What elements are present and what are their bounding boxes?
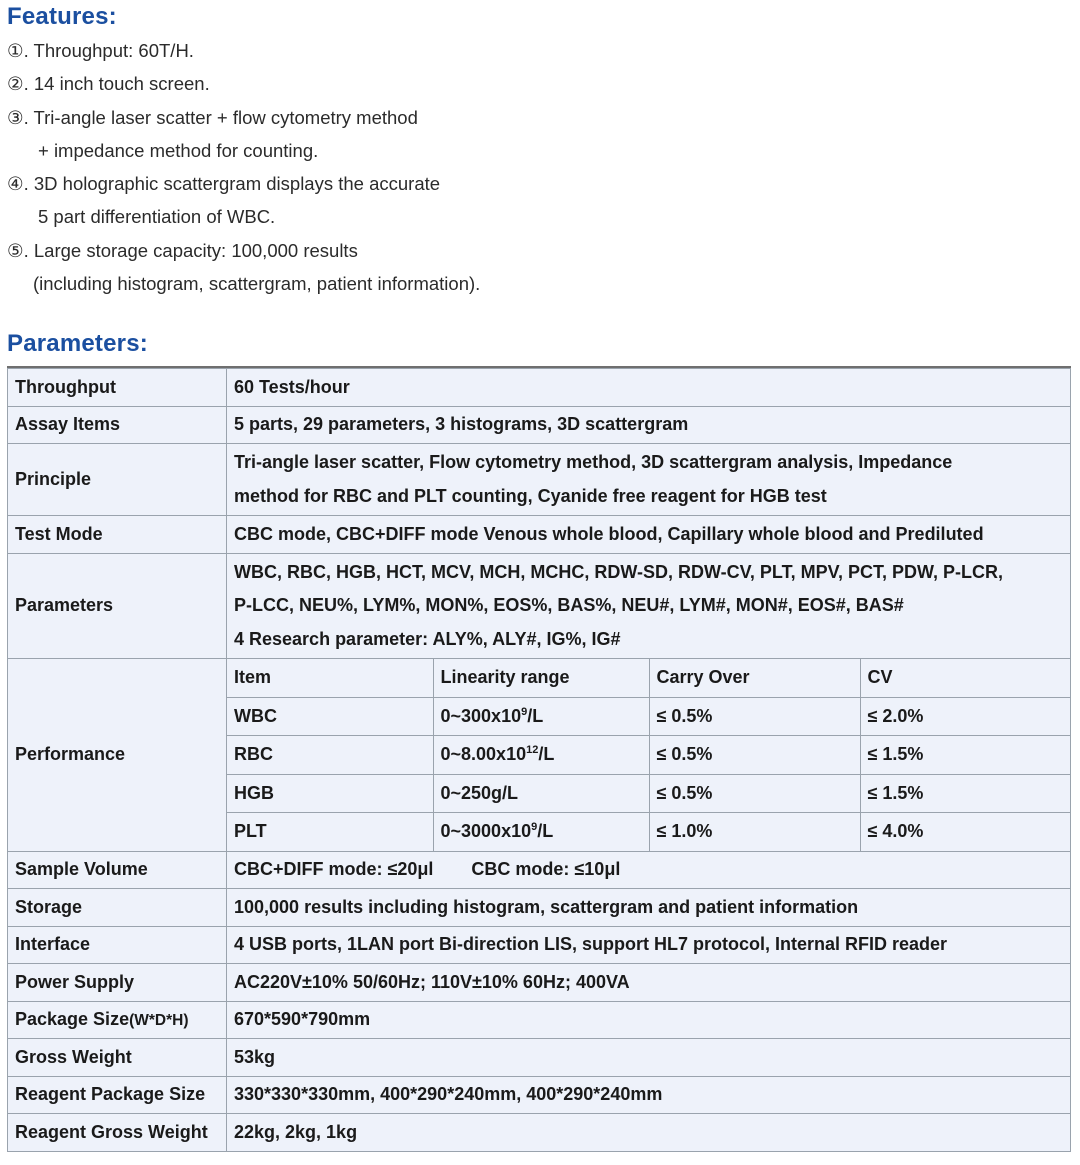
performance-cell: [227, 659, 1071, 852]
features-heading: Features:: [7, 3, 117, 30]
performance-row: [227, 774, 1070, 813]
table-row: [8, 1076, 1071, 1114]
row-value: [227, 553, 1071, 659]
column-header: Item: [227, 659, 433, 697]
row-label: Throughput: [8, 369, 227, 407]
row-label: Test Mode: [8, 516, 227, 554]
value-line: 4 Research parameter: ALY%, ALY#, IG%, IG#: [234, 628, 621, 649]
range-exponent: 12: [526, 744, 539, 757]
value-line: Tri-angle laser scatter, Flow cytometry method, 3D scattergram analysis, Impedance: [234, 452, 953, 472]
feature-line: ⑤. Large storage capacity: 100,000 results: [7, 239, 358, 261]
range-unit: /L: [527, 705, 544, 726]
row-value: 53kg: [227, 1039, 1071, 1077]
column-header: CV: [860, 659, 1070, 697]
perf-carry: ≤ 0.5%: [649, 774, 860, 813]
row-value: [227, 444, 1071, 516]
perf-item: WBC: [227, 697, 433, 736]
value-line: P-LCC, NEU%, LYM%, MON%, EOS%, BAS%, NEU#, LYM#, MON#, EOS#, BAS#: [234, 595, 904, 615]
row-label: Interface: [8, 926, 227, 964]
range-unit: /L: [537, 821, 554, 842]
feature-line: ①. Throughput: 60T/H.: [7, 40, 194, 61]
row-label: Assay Items: [8, 406, 227, 444]
row-value: 60 Tests/hour: [227, 369, 1071, 407]
column-header: Linearity range: [433, 659, 649, 697]
feature-line: ②. 14 inch touch screen.: [7, 73, 210, 95]
label-main: Package Size: [15, 1009, 130, 1030]
row-value: [227, 851, 1071, 889]
feature-line-continued: 5 part differentiation of WBC.: [38, 206, 276, 228]
row-label: Performance: [8, 659, 227, 852]
perf-carry: ≤ 0.5%: [649, 736, 860, 775]
performance-header-row: [227, 659, 1070, 697]
table-row: [8, 553, 1071, 659]
table-row: [8, 926, 1071, 964]
row-value: 22kg, 2kg, 1kg: [227, 1114, 1071, 1152]
features-list: [7, 38, 807, 304]
row-value: 670*590*790mm: [227, 1001, 1071, 1039]
row-label: Parameters: [8, 553, 227, 659]
row-value: AC220V±10% 50/60Hz; 110V±10% 60Hz; 400VA: [227, 964, 1071, 1002]
row-label: Gross Weight: [8, 1039, 227, 1077]
value-line: method for RBC and PLT counting, Cyanide free reagent for HGB test: [234, 485, 827, 506]
parameters-table: [7, 368, 1071, 1152]
range-base: 0~300x10: [440, 705, 522, 726]
perf-carry: ≤ 0.5%: [649, 697, 860, 736]
sample-volume-diff: CBC+DIFF mode: ≤20μl: [234, 859, 434, 880]
row-label: Principle: [8, 444, 227, 516]
perf-range: [433, 774, 649, 813]
range-exponent: 9: [521, 705, 528, 718]
label-suffix: (W*D*H): [129, 1012, 189, 1030]
row-label: Sample Volume: [8, 851, 227, 889]
feature-line-continued: (including histogram, scattergram, patient information).: [33, 273, 481, 295]
table-row: [8, 1039, 1071, 1077]
value-line: WBC, RBC, HGB, HCT, MCV, MCH, MCHC, RDW-SD, RDW-CV, PLT, MPV, PCT, PDW, P-LCR,: [234, 561, 1003, 582]
row-label: Storage: [8, 889, 227, 927]
table-row: [8, 406, 1071, 444]
row-label: [8, 1001, 227, 1039]
range-base: 0~3000x10: [440, 821, 532, 842]
table-row: [8, 851, 1071, 889]
perf-cv: ≤ 1.5%: [860, 736, 1070, 775]
performance-row: [227, 813, 1070, 851]
row-value: 4 USB ports, 1LAN port Bi-direction LIS, support HL7 protocol, Internal RFID reader: [227, 926, 1071, 964]
table-row: [8, 964, 1071, 1002]
feature-line: ③. Tri-angle laser scatter + flow cytometry method: [7, 106, 418, 128]
row-label: Power Supply: [8, 964, 227, 1002]
perf-cv: ≤ 2.0%: [860, 697, 1070, 736]
feature-line-continued: + impedance method for counting.: [38, 139, 319, 161]
range-base: 0~250g/L: [440, 782, 519, 803]
row-value: CBC mode, CBC+DIFF mode Venous whole blood, Capillary whole blood and Prediluted: [227, 516, 1071, 554]
row-value: 5 parts, 29 parameters, 3 histograms, 3D scattergram: [227, 406, 1071, 444]
perf-carry: ≤ 1.0%: [649, 813, 860, 851]
perf-range: [433, 736, 649, 775]
table-row: [8, 1114, 1071, 1152]
table-row: [8, 516, 1071, 554]
perf-item: HGB: [227, 774, 433, 813]
sample-volume-cbc: CBC mode: ≤10μl: [471, 859, 621, 880]
performance-row: [227, 697, 1070, 736]
row-label: Reagent Package Size: [8, 1076, 227, 1114]
parameters-heading: Parameters:: [7, 330, 148, 357]
table-row: [8, 1001, 1071, 1039]
perf-item: RBC: [227, 736, 433, 775]
column-header: Carry Over: [649, 659, 860, 697]
range-exponent: 9: [531, 821, 538, 834]
table-row: [8, 889, 1071, 927]
perf-range: [433, 697, 649, 736]
table-row: [8, 444, 1071, 516]
range-unit: /L: [538, 744, 555, 765]
perf-item: PLT: [227, 813, 433, 851]
performance-row: [227, 736, 1070, 775]
feature-line: ④. 3D holographic scattergram displays the accurate: [7, 173, 441, 195]
row-value: 100,000 results including histogram, scattergram and patient information: [227, 889, 1071, 927]
perf-range: [433, 813, 649, 851]
range-base: 0~8.00x10: [440, 744, 527, 765]
perf-cv: ≤ 4.0%: [860, 813, 1070, 851]
row-value: 330*330*330mm, 400*290*240mm, 400*290*240mm: [227, 1076, 1071, 1114]
performance-table: [227, 659, 1070, 851]
perf-cv: ≤ 1.5%: [860, 774, 1070, 813]
table-row: [8, 659, 1071, 852]
row-label: Reagent Gross Weight: [8, 1114, 227, 1152]
table-row: [8, 369, 1071, 407]
